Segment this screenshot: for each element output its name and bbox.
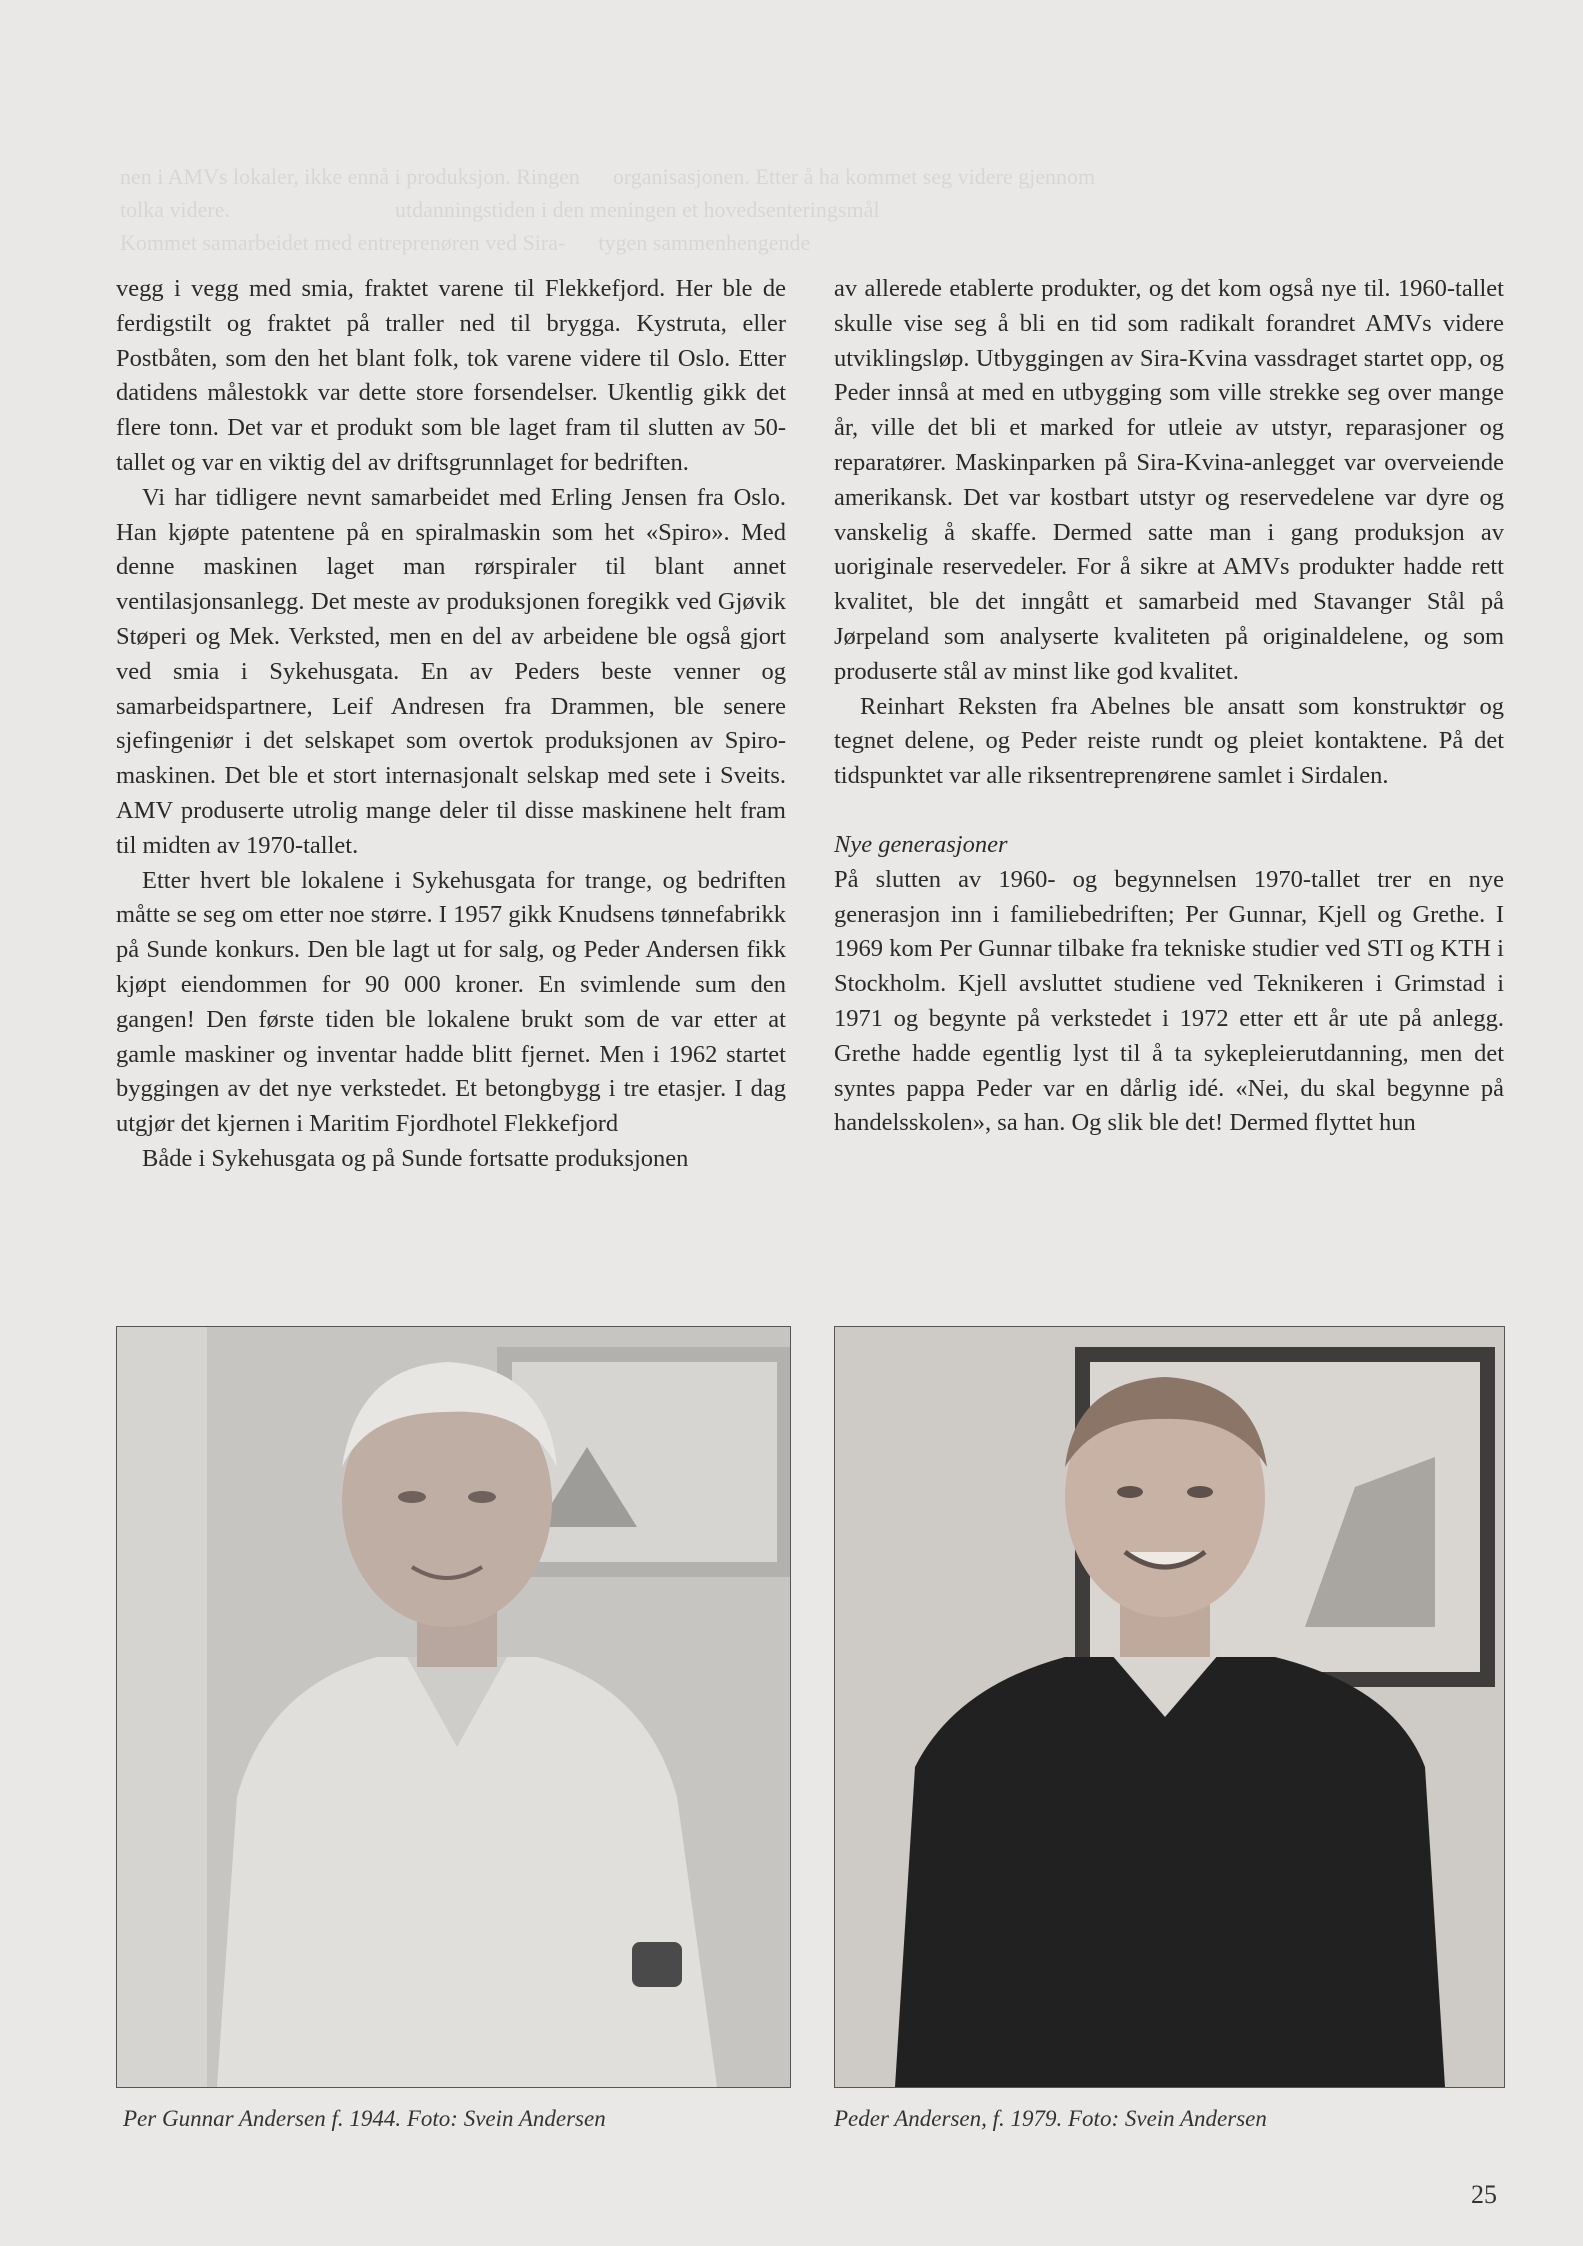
section-subheading: Nye generasjoner [834,830,1008,858]
paragraph: Reinhart Reksten fra Abelnes ble ansatt som konstruktør og tegnet delene, og Peder reiste rundt og pleiet kontaktene. På det tidspunktet var alle riksentreprenørene samlet i Sirdalen. [834,692,1504,790]
left-text-column [116,272,786,1177]
page-number: 25 [1471,2180,1497,2209]
paragraph: Etter hvert ble lokalene i Sykehusgata for trange, og bedriften måtte se seg om etter noe større. I 1957 gikk Knudsens tønnefabrikk på Sunde konkurs. Den ble lagt ut for salg, og Peder Andersen fikk kjøpt eiendommen for 90 000 kroner. En svimlende sum den gangen! Den første tiden ble lokalene brukt som de var etter at gamle maskiner og inventar hadde blitt fjernet. Men i 1962 startet byggingen av det nye verkstedet. Et betongbygg i tre etasjer. I dag utgjør det kjernen i Maritim Fjordhotel Flekkefjord [116,866,786,1138]
paragraph: På slutten av 1960- og begynnelsen 1970-tallet trer en nye generasjon inn i familiebedriften; Per Gunnar, Kjell og Grethe. I 1969 kom Per Gunnar tilbake fra tekniske studier ved STI og KTH i Stockholm. Kjell avsluttet studiene ved Teknikeren i Grimstad i 1971 og begynte på verkstedet i 1972 etter ett år ute på anlegg. Grethe hadde egentlig lyst til å ta sykepleierutdanning, men det syntes pappa Peder var en dårlig idé. «Nei, du skal begynne på handelsskolen», sa han. Og slik ble det! Dermed flyttet hun [834,865,1504,1137]
bleed-through-text: nen i AMVs lokaler, ikke ennå i produksjon. Ringen organisasjonen. Etter å ha kommet seg videre gjennom tolka videre. utdanningstiden i den meningen et hovedsenteringsmål Kommet samarbeidet med entreprenøren ved Sira- tygen sammenhengende [120,164,1096,255]
paragraph: av allerede etablerte produkter, og det kom også nye til. 1960-tallet skulle vise seg å bli en tid som radikalt forandret AMVs videre utviklingsløp. Utbyggingen av Sira-Kvina vassdraget startet opp, og Peder innså at med en utbygging som ville strekke seg over mange år, ville det bli et marked for utleie av utstyr, reparasjoner og reparatører. Maskinparken på Sira-Kvina-anlegget var overveiende amerikansk. Det var kostbart utstyr og reservedelene var dyre og vanskelig å skaffe. Dermed satte man i gang produksjon av uoriginale reservedeler. For å sikre at AMVs produkter hadde rett kvalitet, ble det inngått et samarbeid med Stavanger Stål på Jørpeland som analyserte kvaliteten på originaldelene, og som produserte stål av minst like god kvalitet. [834,275,1504,685]
photo-caption-left: Per Gunnar Andersen f. 1944. Foto: Svein Andersen [123,2106,606,2131]
portrait-illustration [835,1327,1504,2087]
right-text-column [834,272,1504,1141]
photo-caption-right: Peder Andersen, f. 1979. Foto: Svein Andersen [834,2106,1267,2131]
paragraph: Både i Sykehusgata og på Sunde fortsatte produksjonen [142,1144,689,1172]
portrait-photo-left [116,1326,791,2088]
paragraph: vegg i vegg med smia, fraktet varene til Flekkefjord. Her ble de ferdigstilt og fraktet på traller ned til brygga. Kystruta, eller Postbåten, som den het blant folk, tok varene videre til Oslo. Etter datidens målestokk var dette store forsendelser. Ukentlig gikk det flere tonn. Det var et produkt som ble laget fram til slutten av 50-tallet og var en viktig del av driftsgrunnlaget for bedriften. [116,275,786,476]
portrait-photo-right [834,1326,1505,2088]
portrait-illustration [117,1327,790,2087]
paragraph: Vi har tidligere nevnt samarbeidet med Erling Jensen fra Oslo. Han kjøpte patentene på en spiralmaskin som het «Spiro». Med denne maskinen laget man rørspiraler til blant annet ventilasjonsanlegg. Det meste av produksjonen foregikk ved Gjøvik Støperi og Mek. Verksted, men en del av arbeidene ble også gjort ved smia i Sykehusgata. En av Peders beste venner og samarbeidspartnere, Leif Andresen fra Drammen, ble senere sjefingeniør i det selskapet som overtok produksjonen av Spiro-maskinen. Det ble et stort internasjonalt selskap med sete i Sveits. AMV produserte utrolig mange deler til disse maskinene helt fram til midten av 1970-tallet. [116,483,786,859]
